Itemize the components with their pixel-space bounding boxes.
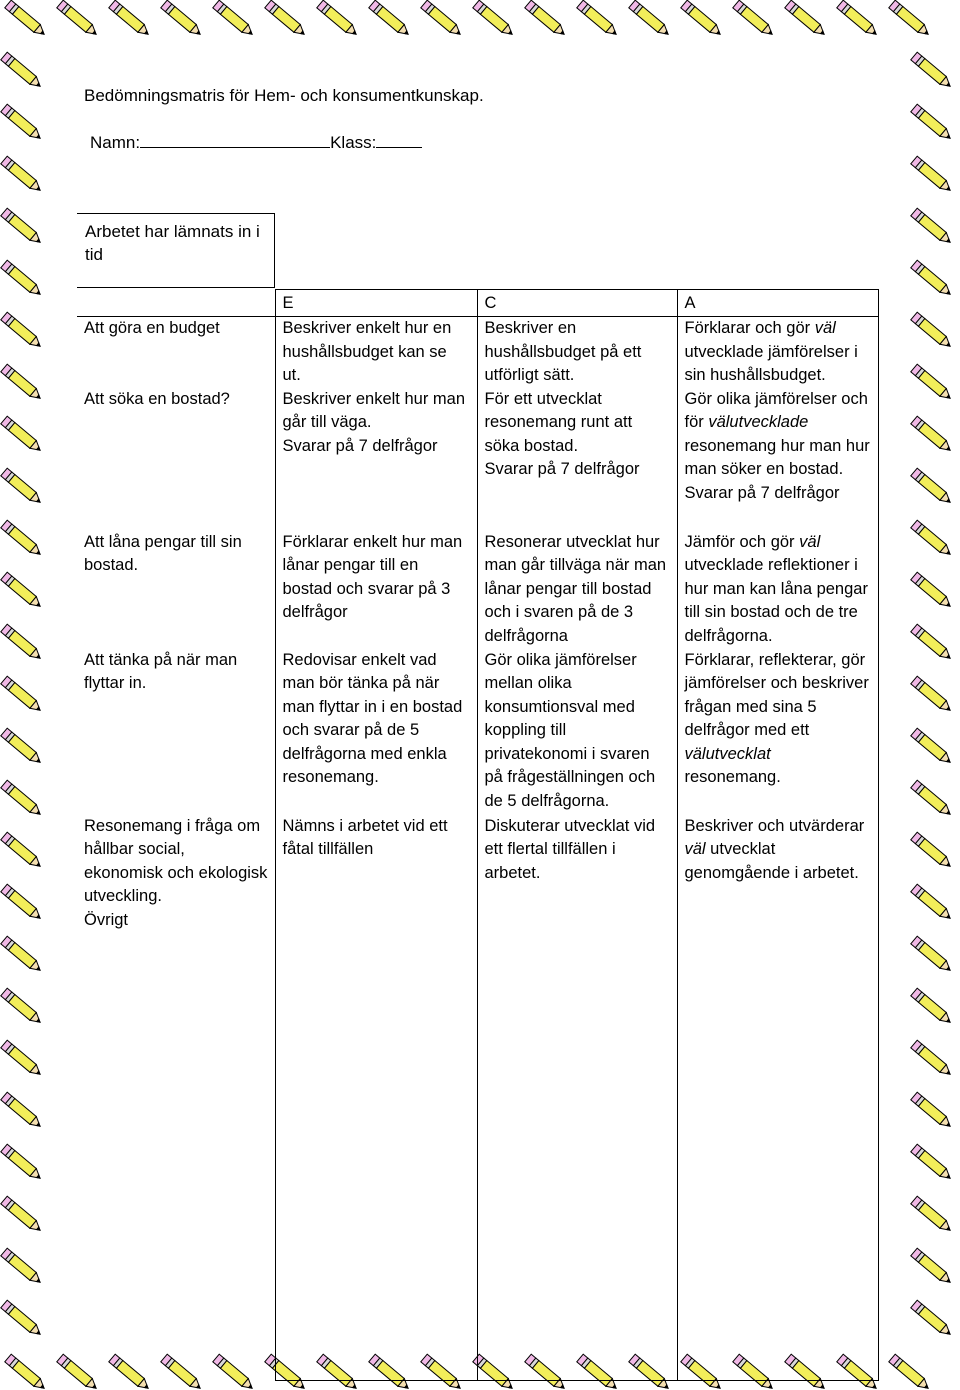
assessment-matrix	[77, 289, 879, 1381]
matrix-row-other	[77, 909, 878, 1381]
a-text-end: resonemang hur man hur man söker en bostad.	[684, 436, 870, 478]
pencil-icon	[265, 0, 307, 38]
a-emphasis: väl	[799, 532, 821, 551]
pencil-icon	[911, 260, 953, 298]
grade-e-cell	[275, 388, 477, 531]
criterion-header	[77, 290, 275, 317]
pencil-icon	[369, 0, 411, 38]
pencil-icon	[1, 1248, 43, 1286]
a-text-start: Jämför och gör	[684, 532, 800, 551]
pencil-icon	[911, 520, 953, 558]
a-emphasis: välutvecklat	[684, 744, 771, 763]
other-label: Övrigt	[84, 910, 129, 929]
grade-c-header: C	[477, 290, 677, 317]
pencil-icon	[1, 208, 43, 246]
a-text-start: Gör olika jämförelser och för	[684, 389, 868, 431]
grade-c-cell: Gör olika jämförelser mellan olika konsumtionsval med koppling till privatekonomi i svaren på frågeställningen och de 5 delfrågorna.	[477, 649, 677, 815]
grade-header-row	[77, 290, 878, 317]
grade-e-cell: Beskriver enkelt hur en hushållsbudget kan se ut.	[275, 317, 477, 388]
pencil-icon	[1, 988, 43, 1026]
pencil-icon	[911, 728, 953, 766]
grade-c-cell	[477, 909, 677, 1381]
grade-a-cell	[677, 317, 878, 388]
grade-c-cell: Diskuterar utvecklat vid ett flertal tillfällen i arbetet.	[477, 815, 677, 909]
grade-a-header: A	[677, 290, 878, 317]
page-title: Bedömningsmatris för Hem- och konsumentkunskap.	[84, 86, 484, 105]
a-text-end: utvecklat genomgående i arbetet.	[684, 840, 859, 882]
pencil-icon	[911, 1040, 953, 1078]
pencil-icon	[911, 1196, 953, 1234]
matrix-row	[77, 317, 878, 388]
criterion-cell: Att tänka på när man flyttar in.	[84, 650, 238, 692]
pencil-icon	[1, 156, 43, 194]
pencil-icon	[1, 312, 43, 350]
pencil-icon	[1, 1196, 43, 1234]
pencil-icon	[785, 0, 827, 38]
matrix-row	[77, 815, 878, 909]
pencil-icon	[1, 936, 43, 974]
pencil-icon	[57, 0, 99, 38]
pencil-icon	[629, 0, 671, 38]
pencil-icon	[1, 520, 43, 558]
a-emphasis: väl	[684, 840, 706, 858]
pencil-icon	[911, 1300, 953, 1338]
grade-e-cell: Redovisar enkelt vad man bör tänka på när man flyttar in i en bostad och svarar på de 5 delfrågorna med enkla resonemang.	[275, 649, 477, 815]
grade-a-cell	[677, 388, 878, 531]
pencil-icon	[911, 780, 953, 818]
grade-a-cell	[677, 531, 878, 649]
a-text-end: resonemang.	[684, 768, 781, 786]
pencil-icon	[577, 0, 619, 38]
submitted-on-time-box: Arbetet har lämnats in i tid	[77, 213, 275, 288]
pencil-icon	[911, 1248, 953, 1286]
grade-e-cell	[275, 909, 477, 1381]
pencil-icon	[1, 832, 43, 870]
pencil-icon	[1, 1040, 43, 1078]
name-field[interactable]	[140, 131, 330, 148]
pencil-icon	[911, 624, 953, 662]
grade-a-cell	[677, 649, 878, 815]
pencil-icon	[889, 0, 931, 38]
pencil-icon	[733, 0, 775, 38]
pencil-icon	[911, 468, 953, 506]
pencil-icon	[5, 1354, 47, 1390]
pencil-icon	[473, 0, 515, 38]
pencil-icon	[1, 1144, 43, 1182]
a-text-start: Förklarar, reflekterar, gör jämförelser och beskriver frågan med sina 5 delfrågor med ett	[684, 650, 869, 739]
a-text-end: utvecklade jämförelser i sin hushållsbudget.	[684, 342, 858, 384]
pencil-icon	[5, 0, 47, 38]
a-description	[685, 388, 871, 482]
pencil-icon	[681, 0, 723, 38]
grade-a-cell	[677, 815, 878, 909]
pencil-icon	[911, 312, 953, 350]
pencil-icon	[911, 52, 953, 90]
pencil-icon	[911, 156, 953, 194]
pencil-icon	[161, 0, 203, 38]
a-emphasis: väl	[814, 319, 836, 337]
a-text-end: utvecklade reflektioner i hur man kan låna pengar till sin bostad och de tre delfrågorna.	[684, 556, 868, 645]
grade-c-cell: Resonerar utvecklat hur man går tillväga när man lånar pengar till bostad och i svaren på de 3 delfrågorna	[477, 531, 677, 649]
name-label: Namn:	[90, 133, 141, 152]
pencil-icon	[911, 936, 953, 974]
pencil-icon	[911, 104, 953, 142]
pencil-icon	[1, 884, 43, 922]
grade-e-cell: Nämns i arbetet vid ett fåtal tillfällen	[275, 815, 477, 909]
criterion-cell: Att söka en bostad?	[84, 389, 230, 408]
pencil-icon	[1, 468, 43, 506]
pencil-icon	[1, 52, 43, 90]
pencil-icon	[911, 364, 953, 402]
name-class-line	[90, 131, 422, 153]
matrix-row	[77, 531, 878, 649]
pencil-icon	[1, 728, 43, 766]
pencil-icon	[1, 104, 43, 142]
pencil-icon	[911, 572, 953, 610]
a-subquestions: Svarar på 7 delfrågor	[684, 483, 840, 502]
grade-e-cell: Förklarar enkelt hur man lånar pengar till en bostad och svarar på 3 delfrågor	[275, 531, 477, 649]
grade-e-header: E	[275, 290, 477, 317]
pencil-icon	[1, 416, 43, 454]
pencil-icon	[1, 676, 43, 714]
pencil-icon	[911, 416, 953, 454]
pencil-icon	[525, 0, 567, 38]
e-description: Beskriver enkelt hur man går till väga.	[282, 389, 465, 431]
pencil-icon	[911, 1092, 953, 1130]
pencil-icon	[317, 0, 359, 38]
pencil-icon	[109, 0, 151, 38]
pencil-icon	[1, 1300, 43, 1338]
pencil-icon	[1, 364, 43, 402]
pencil-icon	[213, 0, 255, 38]
class-field[interactable]	[376, 131, 422, 148]
a-emphasis: välutvecklade	[708, 413, 809, 431]
matrix-row	[77, 649, 878, 815]
e-subquestions: Svarar på 7 delfrågor	[282, 436, 438, 455]
grade-c-cell: Beskriver en hushållsbudget på ett utförligt sätt.	[477, 317, 677, 388]
c-description: För ett utvecklat resonemang runt att söka bostad.	[484, 389, 633, 455]
class-label: Klass:	[330, 133, 377, 152]
pencil-icon	[911, 208, 953, 246]
pencil-icon	[1, 780, 43, 818]
pencil-icon	[1, 624, 43, 662]
criterion-cell: Resonemang i fråga om hållbar social, ekonomisk och ekologisk utveckling.	[84, 816, 268, 905]
pencil-icon	[911, 676, 953, 714]
grade-a-cell	[677, 909, 878, 1381]
pencil-icon	[1, 260, 43, 298]
matrix-row	[77, 388, 878, 531]
pencil-icon	[421, 0, 463, 38]
pencil-icon	[837, 0, 879, 38]
c-subquestions: Svarar på 7 delfrågor	[484, 460, 640, 478]
pencil-icon	[1, 1092, 43, 1130]
pencil-icon	[1, 572, 43, 610]
pencil-icon	[911, 884, 953, 922]
grade-c-cell	[477, 388, 677, 531]
criterion-cell: Att göra en budget	[84, 319, 220, 337]
pencil-icon	[911, 988, 953, 1026]
a-text-start: Beskriver och utvärderar	[684, 816, 865, 835]
criterion-cell: Att låna pengar till sin bostad.	[84, 532, 242, 574]
pencil-icon	[911, 832, 953, 870]
a-text-start: Förklarar och gör	[684, 319, 815, 337]
pencil-icon	[911, 1144, 953, 1182]
pencil-icon	[889, 1354, 931, 1390]
